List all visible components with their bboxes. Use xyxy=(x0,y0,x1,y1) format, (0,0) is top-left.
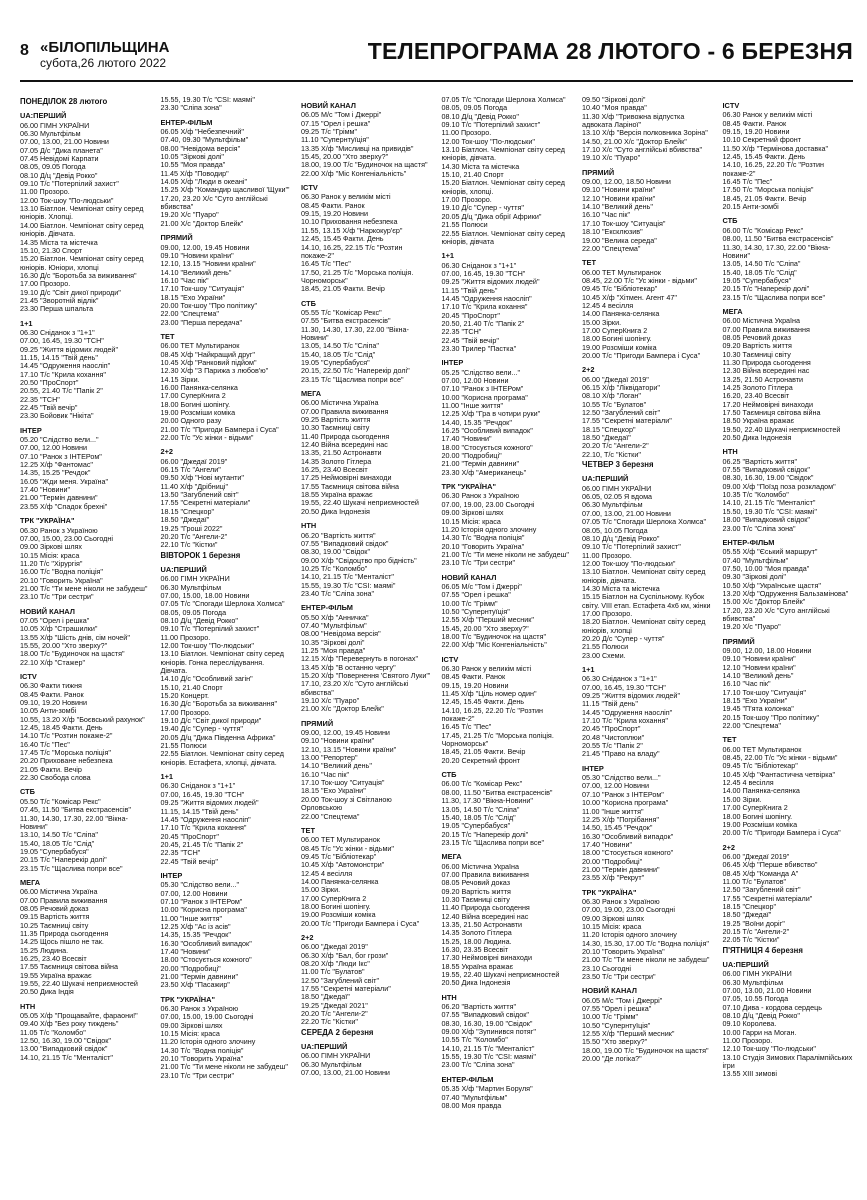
program-listing: 06.20 "Вартість життя" 07.55 "Випадковий свідок" 08.30, 19.00 "Свідок" 09.00 Х/ф "Свідоцтво про бідність" 10.25 Т/с "Коломбо" 14.10, 21.15 Т/с "Менталіст" 15.55, 19.30 Т/с "CSI: маямі" 23.40 Т/с "Сліпа зона" xyxy=(301,530,417,598)
schedule-column xyxy=(161,96,292,1188)
program-listing: 06.30 Сніданок з "1+1" 07.00, 16.45, 19.30 "ТСН" 09.25 "Життя відомих людей" 11.15, 14.15 "Твій день" 14.45 "Одруження наосліп" 17.10 Т/с "Крила кохання" 20.45 "ПроСпорт" 20.45, 21.45 Т/с "Папік 2" 22.35 "ТСН" 22.45 "Твій вечір" xyxy=(160,781,259,866)
channel-name: ТРК "УКРАЇНА" xyxy=(20,516,75,526)
schedule-column xyxy=(442,96,573,1188)
channel-name: СТБ xyxy=(441,770,457,780)
program-listing: 06.00 ГІМН УКРАЇНИ 06.05, 02.05 Я вдома 06.30 Мультфільм 07.00, 13.00, 21.00 Новини 07.05 Т/с "Спогади Шерлока Холмса" 08.05, 10.05 Погода 08.10 Д/ц "Девід Рокко" 09.10 Т/с "Потерпілий захист" 11.00 Прозоро. 12.00 Ток-шоу "По-людськи" 13.10 Біатлон. Чемпіонат світу серед юніорів, дівчата. 14.30 Міста та містечка 15.15 Біатлон на Суспільному. Кубок світу. VIII етап. Естафета 4х6 км, жінки 17.00 Прозоро. 18.20 Біатлон. Чемпіонат світу серед юніорів, хлопці 20.20 Д/с "Супер - чуття" 21.55 Полюси 23.00 Схеми. xyxy=(582,483,711,660)
channel-name: 2+2 xyxy=(160,447,174,457)
program-listing: 06.00 ТЕТ Мультиранок 08.45, 22.00 Т/с "Ус жінки - відьми" 09.45 Т/с "Бібліотекар" 10.45 Х/ф "Фантастична четвірка" 12.45 4 весілля 14.00 Панянка-селянка 15.00 Зірки. 17.00 СуперКнига 2 18.00 Богині шопінгу. 19.00 Розсміши коміка 20.00 Т/с "Пригоди Бампера і Суса" xyxy=(722,744,841,838)
program-listing: 06.00 ТЕТ Мультиранок 08.45 Т/с "Ус жінки - відьми" 09.45 Т/с "Бібліотекар" 10.45 Х/ф "Автомонстри" 12.45 4 весілля 14.00 Панянка-селянка 15.00 Зірки. 17.00 СуперКнига 2 18.00 Богині шопінгу. 19.00 Розсміши коміка 20.00 Т/с "Пригоди Бампера і Суса" xyxy=(301,835,420,928)
program-listing: 06.00 Містична Україна 07.00 Правила виживання 08.05 Речовий доказ 09.20 Вартість життя 10.30 Таємниці світу 11.40 Природа сьогодення 12.40 Війна всередині нас 13.35, 21.50 Астронавти 14.35 Золото Гітлера 15.25, 18.00 Людина. 16.30, 23.35 Всесвіт 17.30 Неймовірні винаходи 18.55 Україна вражає 19.55, 22.40 Шукачі неприємностей 20.50 Дика Індонезія xyxy=(441,861,560,988)
channel-name: МЕГА xyxy=(441,852,462,862)
channel-name: ЕНТЕР-ФІЛЬМ xyxy=(722,537,775,547)
publication-date: субота,26 лютого 2022 xyxy=(40,56,167,70)
program-listing: 06.00 "Джедаї 2019" 06.45 Х/ф "Перше вбивство" 08.45 Х/ф "Команда А" 11.00 Т/с "Булатов" 12.50 "Загублений світ" 17.55 "Секретні матеріали" 18.15 "Спецкор" 18.50 "Джедаї" 19.25 "Воїни доріг" 20.15 Т/с "Ангели-2" 22.05 Т/с "Кістки" xyxy=(722,851,818,945)
program-listing: 06.00 ГІМН УКРАЇНИ 06.30 Мультфільм 07.00, 13.00, 21.00 Новини 07.05, 10.55 Погода 07.10 Дива - кордова сердець 08.10 Д/ц "Девід Рокко" 09.10 Королева. 10.00 Гарри на Моган. 11.00 Прозоро. 12.10 Ток-шоу "По-людськи" 13.10 Студія Зимових Паралімпійських ігри 13.55 XIII зимові xyxy=(722,969,853,1079)
program-listing: 06.00 ГІМН УКРАЇНИ 06.30 Мультфільм 07.00, 15.00, 18.00 Новини 07.05 Т/с "Спогади Шерлока Холмса" 08.05, 09.05 Погода 08.10 Д/ц "Девід Рокко" 09.10 Т/с "Потерпілий захист" 11.00 Прозоро. 12.00 Ток-шоу "По-людськи" 13.10 Біатлон. Чемпіонат світу серед юніорів. Гонка переслідування. Дівчата. 14.10 Д/с "Особливий загін" 15.10, 21.40 Спорт 15.20 Концерт. 16.30 Д/с "Боротьба за виживання" 17.00 Прозоро. 19.10 Д/с "Світ дикої природи" 19.40 Д/с "Супер - чуття" 20.05 Д/ц "Дика Південна Африка" 21.55 Полюси 22.55 Біатлон. Чемпіонат світу серед юніорів. Естафета, хлопці, дівчата. xyxy=(160,574,285,767)
channel-name: ПРЯМИЙ xyxy=(722,636,755,646)
schedule-column xyxy=(301,96,432,1188)
program-listing: 05.55 Т/с "Комісар Рекс" 07.55 "Битва екстрасенсів" 11.30, 14.30, 17.30, 22.00 "Вікна-Новини" 13.05, 14.50 Т/с "Сліпа" 15.40, 18.05 Т/с "Слід" 19.05 "Супербабуся" 20.15, 22.50 Т/с "Наперекір долі" 23.15 Т/с "Щаслива попри все" xyxy=(301,307,410,384)
tv-schedule-columns xyxy=(20,96,853,1188)
channel-name: ІНТЕР xyxy=(582,763,604,773)
program-listing: 05.30 "Слідство вели..." 07.00, 12.00 Новини 07.10 "Ранок з ІНТЕРом" 10.00 "Корисна програма" 11.00 "Інше життя" 12.25 Х/ф "Ас із асів" 14.35, 15.35 "Речдок" 16.30 "Особливий випадок" 17.40 "Новини" 18.00 "Стосується кожного" 20.00 "Подробиці" 21.00 "Термін давнини" 23.50 Х/ф "Пасажир" xyxy=(160,880,252,990)
program-listing: 09.00, 12.00, 19.45 Новини 09.10 "Новини країни" 12.10, 13.15 "Новини країни" 14.10 "Великий день" 16.10 "Час пік" 17.10 Ток-шоу "Ситуація" 18.15 "Ехо України" 20.00 Ток-шоу "Про політику" 22.00 "Спецтема" 23.00 "Перша передача" xyxy=(160,242,258,327)
channel-name: МЕГА xyxy=(20,877,41,887)
program-listing: 06.30 Ранок з Україною 07.00, 19.00, 23.00 Сьогодні 09.00 Зіркові шлях 10.15 Місія: краса 11.20 Історія одного злочину 14.30, 15.30, 17.00 Т/с "Водна поліція" 20.10 "Говорить Україна" 21.00 Т/с "Ти мене ніколи не забудеш" 23.10 Сьогодні 23.50 Т/с "Три сестри" xyxy=(582,896,710,982)
program-listing: 06.30 Ранок з Україною 07.00, 19.00, 23.00 Сьогодні 09.00 Зіркові шлях 10.15 Місія: краса 11.20 Історія одного злочину 14.30 Т/с "Водна поліція" 20.10 "Говорить Україна" 21.00 Т/с "Ти мене ніколи не забудеш" 23.10 Т/с "Три сестри" xyxy=(441,491,569,568)
program-listing: 07.05 Т/с "Спогади Шерлока Холмса" 08.05, 09.05 Погода 08.10 Д/ц "Девід Рокко" 09.10 Т/с "Потерпілий захист" 11.00 Прозоро. 12.00 Ток-шоу "По-людськи" 13.10 Біатлон. Чемпіонат світу серед юніорів, дівчата. 14.30 Міста та містечка 15.10, 21.40 Спорт 15.20 Біатлон. Чемпіонат світу серед юніорів, хлопці. 17.00 Прозоро. 19.10 Д/с "Супер - чуття" 20.05 Д/ц "Дика обрії Африки" 21.55 Полюси 22.55 Біатлон. Чемпіонат світу серед юніорів, дівчата xyxy=(441,95,566,246)
channel-name: НТН xyxy=(20,1001,36,1011)
channel-name: ТРК "УКРАЇНА" xyxy=(160,994,215,1004)
channel-name: UA:ПЕРШИЙ xyxy=(301,1042,348,1052)
program-listing: 06.05 М/с "Том і Джеррі" 07.55 "Орел і решка" 10.00 Т/с "Грімм" 10.50 "Супернтуїція" 12.55 Х/ф "Перший месник" 15.45, 20.00 "Хто зверху?" 18.00 Т/с "Будиночок на щастя" 22.00 Х/ф "Міс Конгеніальність" xyxy=(441,581,547,650)
channel-name: ЕНТЕР-ФІЛЬМ xyxy=(301,603,353,613)
channel-name: ПРЯМИЙ xyxy=(301,718,334,728)
program-listing: 06.30 Ранок у великім місті 08.45 Факти. Ранок 09.15, 19.20 Новини 11.45 Х/ф "Ціль номер один" 12.45, 15.45 Факти. День 14.10, 16.25, 22.20 Т/с "Розтин покаже-2" 16.45 Т/с "Пес" 17.45, 21.25 Т/с "Морська поліція. Чорноморськ" 18.45, 21.05 Факти. Вечір 20.20 Секретний фронт xyxy=(441,664,554,765)
program-listing: 05.50 Х/ф "Анничка" 07.40 "Мультфільм" 08.00 "Невідома версія" 10.35 "Зіркові долі" 11.25 "Моя правда" 12.15 Х/ф "Перевернуть в погонах" 13.45 Х/ф "В останню чергу" 15.20 Х/ф "Повернення 'Святого Луки'" 17.10, 23.20 Х/с "Суто англійські вбивства" 19.10 Х/с "Пуаро" 21.00 Х/с "Доктор Блейк" xyxy=(301,612,431,714)
channel-name: ICTV xyxy=(722,101,740,110)
program-listing: 05.50 Т/с "Комісар Рекс" 07.45, 11.50 "Битва екстрасенсів" 11.30, 14.30, 17.30, 22.00 "Вікна-Новини" 13.10, 14.50 Т/с "Сліпа" 15.40, 18.05 Т/с "Слід" 19.05 "Супербабуся" 20.15 Т/с "Наперекір долі" 23.15 Т/с "Щаслива попри все" xyxy=(20,796,131,873)
publication-name: «БІЛОПІЛЬЩИНА xyxy=(40,39,170,56)
program-listing: 06.00 "Джедаї 2019" 06.15 Т/с "Ангели" 09.50 Х/ф "Нові мутанти" 11.40 Х/ф "Дрібниці" 13.50 "Загублений світ" 17.55 "Секретні матеріали" 18.15 "Спецкор" 18.50 "Джедаї" 19.25 "Гроші 2022" 20.20 Т/с "Ангели-2" 22.10 Т/с "Кістки" xyxy=(160,456,251,550)
program-listing: 06.05 Х/ф "Небезпечний" 07.40, 09.30 "Мультфільм" 08.00 "Невідома версія" 10.05 "Зіркові долі" 10.55 "Моя правда" 11.45 Х/ф "Поводир" 14.05 Х/ф "Люди в океані" 15.25 Х/ф "Командир щасливої 'Щуки'" 17.20, 23.20 Х/с "Суто англійські вбивства" 19.20 Х/с "Пуаро" 21.00 Х/с "Доктор Блейк" xyxy=(160,127,290,228)
day-heading: ЧЕТВЕР 3 березня xyxy=(582,460,654,470)
day-heading: ВІВТОРОК 1 березня xyxy=(160,550,241,560)
channel-name: НТН xyxy=(301,521,317,531)
program-listing: 05.30 "Слідство вели..." 07.00, 12.00 Новини 07.10 "Ранок з ІНТЕРом" 10.00 "Корисна програма" 11.00 "Інше життя" 12.25 Х/ф "Погрібання" 14.50, 15.45 "Речдок" 16.30 "Особливий випадок" 17.40 "Новини" 18.00 "Стосується кожного" 20.00 "Подробиці" 21.00 "Термін давнини" 23.55 Х/ф "Рекрут" xyxy=(582,773,674,883)
channel-name: UA:ПЕРШИЙ xyxy=(160,564,207,574)
channel-name: UA:ПЕРШИЙ xyxy=(20,111,67,121)
channel-name: 2+2 xyxy=(722,842,736,852)
channel-name: ТЕТ xyxy=(722,735,737,745)
channel-name: ЕНТЕР-ФІЛЬМ xyxy=(160,117,213,127)
channel-name: ТЕТ xyxy=(301,825,315,835)
channel-name: ТЕТ xyxy=(582,258,596,268)
channel-name: 1+1 xyxy=(441,251,455,261)
program-listing: 06.00 Містична Україна 07.00 Правила виживання 08.05 Речовий доказ 09.15 Вартість життя 10.25 Таємниці світу 11.35 Природа сьогодення 14.25 Щось пішло не так. 15.25 Людина. 16.25, 23.40 Всесвіт 17.55 Таємниця світова війна 19.55 Україна вражає 19.55, 22.40 Шукачі неприємностей 20.50 Дика Індія xyxy=(20,887,138,997)
header-divider xyxy=(20,80,853,82)
channel-name: 2+2 xyxy=(301,932,314,942)
program-listing: 06.30 Ранок з Україною 07.00, 15.00, 19.00 Сьогодні 09.00 Зіркові шлях 10.15 Місія: краса 11.20 Історія одного злочину 14.30 Т/с "Водна поліція" 20.10 "Говорить Україна" 21.00 Т/с "Ти мене ніколи не забудеш" 23.10 Т/с "Три сестри" xyxy=(160,1004,288,1080)
program-listing: 05.25 "Слідство вели..." 07.00, 12.00 Новини 07.10 "Ранок з ІНТЕРом" 10.00 "Корисна програма" 11.00 "Інше життя" 12.25 Х/ф "Гра в чотири руки" 14.40, 15.35 "Речдок" 16.25 "Особливий випадок" 17.40 "Новини" 18.00 "Стосується кожного" 20.00 "Подробиці" 21.00 "Термін давнини" 23.30 Х/ф "Американець" xyxy=(441,367,541,477)
schedule-column xyxy=(582,96,713,1188)
program-listing: 06.00 ТЕТ Мультиранок 08.45 Х/ф "Найкращий друг" 10.45 Х/ф "Ранковий підйом" 12.30 Х/ф "З Парижа з любов'ю" 14.15 Зірки. 16.00 Панянка-селянка 17.00 СуперКнига 2 18.00 Богині шопінгу. 19.00 Розсміши коміка 20.00 Одного разу 21.00 Т/с "Пригоди Бампера і Суса" 22.00 Т/с "Ус жінки - відьми" xyxy=(160,341,279,443)
program-listing: 06.00 Т/с "Комісар Рекс" 08.00, 11.50 "Битва екстрасенсів" 11.30, 17.30 "Вікна-Новини" 13.05, 14.50 Т/с "Сліпа" 15.40, 18.05 Т/с "Слід" 19.05 "Супербабуся" 20.15 Т/с "Наперекір долі" 23.15 Т/с "Щаслива попри все" xyxy=(441,779,553,847)
page-title: ТЕЛЕПРОГРАМА 28 ЛЮТОГО - 6 БЕРЕЗНЯ xyxy=(367,38,853,64)
program-listing: 06.00 Містична Україна 07.00 Правила виживання 08.05 Речовий доказ 09.20 Вартість життя 10.30 Таємниці світу 11.30 Природа сьогодення 12.30 Війна всередині нас 13.25, 21.50 Астронавти 14.25 Золото Гітлера 16.20, 23.40 Всесвіт 17.20 Неймовірні винаходи 17.50 Таємниця світова війна 18.50 Україна вражає 19.50, 22.40 Шукачі неприємностей 20.50 Дика Індонезія xyxy=(722,316,841,443)
page-number: 8 xyxy=(20,42,29,59)
program-listing: 07.05 "Орел і решка" 10.05 Х/ф "Страшилки" 13.55 Х/ф "Шість днів, сім ночей" 15.55, 20.00 "Хто зверху?" 18.00 Т/с "Будиночок на щастя" 22.10 Х/ф "Стажер" xyxy=(20,615,130,667)
program-listing: 05.20 "Слідство вели..." 07.00, 12.00 Новини 07.10 "Ранок з ІНТЕРом" 12.25 Х/ф "Фантомас" 14.35, 15.25 "Речдок" 16.05 "Жди меня. Україна" 17.40 "Новини" 21.00 "Термін давнини" 23.55 Х/ф "Спадок брехні" xyxy=(20,435,109,511)
channel-name: НОВИЙ КАНАЛ xyxy=(441,572,497,582)
channel-name: UA:ПЕРШИЙ xyxy=(582,474,629,484)
program-listing: 06.30 Сніданок з "1+1" 07.00, 16.45, 19.30 "ТСН" 09.25 "Життя відомих людей" 11.15 "Твій день" 14.45 "Одруження наосліп" 17.10 Т/с "Крила кохання" 20.45 "ПроСпорт" 20.50, 21.40 Т/с "Папік 2" 22.35 "ТСН" 22.45 "Твій вечір" 23.30 Трилер "Пастка" xyxy=(441,260,540,353)
program-listing: 06.05 М/с "Том і Джеррі" 07.55 "Орел і решка" 10.00 Т/с "Грімм" 10.50 "Супернтуїція" 12.55 Х/ф "Перший месник" 15.50 "Хто зверху?" 18.00, 19.00 Т/с "Будиночок на щастя" 20.00 "Де логіка?" xyxy=(582,995,709,1064)
channel-name: 2+2 xyxy=(582,365,595,375)
day-heading: П'ЯТНИЦЯ 4 березня xyxy=(722,945,803,955)
program-listing: 06.00 "Джедаї 2019" 06.30 Х/ф "Бал, бог грози" 08.20 Х/ф "Люди Ікс" 11.00 Т/с "Булатов" 12.50 "Загублений світ" 17.55 "Секретні матеріали" 18.50 "Джедаї" 19.25 "Джедаї 2021" 20.20 Т/с "Ангели-2" 22.20 Т/с "Кістки" xyxy=(301,942,391,1027)
program-listing: 06.25 "Вартість життя" 07.55 "Випадковий свідок" 08.30, 16.30, 19.00 "Свідок" 09.00 Х/ф "Поїзд поза розкладом" 10.35 Т/с "Коломбо" 14.10, 21.15 Т/с "Менталіст" 15.50, 19.30 Т/с "CSI: маямі" 18.00 "Випадковий свідок" 23.00 Т/с "Сліпа зона" xyxy=(722,456,836,533)
program-listing: 09.00, 12.00, 19.45 Новини 09.10 "Новини країни" 12.10, 13.15 "Новини країни" 13.00 "Репортер" 14.10 "Великий день" 16.10 "Час пік" 17.10 Ток-шоу "Ситуація" 18.15 "Ехо України" 20.00 Ток-шоу зі Світланою Орловською 22.00 "Спецтема" xyxy=(301,728,397,821)
masthead xyxy=(20,38,853,78)
program-listing: 05.35 Х/ф "Мартин Боруля" 07.40 "Мультфільм" 08.00 Моя правда xyxy=(441,1084,533,1110)
channel-name: МЕГА xyxy=(722,306,743,316)
channel-name: ICTV xyxy=(441,654,459,664)
channel-name: НОВИЙ КАНАЛ xyxy=(301,101,356,110)
channel-name: ТРК "УКРАЇНА" xyxy=(582,887,637,897)
channel-name: НОВИЙ КАНАЛ xyxy=(582,986,637,996)
program-listing: 05.05 Х/ф "Прощавайте, фараони!" 09.40 Х/ф "Без року тиждень" 11.05 Т/с "Коломбо" 12.50, 16.30, 19.00 "Свідок" 13.00 "Випадковий свідок" 14.10, 21.15 Т/с "Менталіст" xyxy=(20,1011,138,1062)
channel-name: ІНТЕР xyxy=(160,870,183,880)
program-listing: 06.30 Ранок у великім місті 08.45 Факти. Ранок 09.15, 19.20 Новини 10.10 Секретний фронт 11.50 Х/ф "Термінова доставка" 12.45, 15.45 Факти. День 14.10, 16.25, 22.20 Т/с "Розтин покаже-2" 16.45 Т/с "Пес" 17.50 Т/с "Морська поліція" 18.45, 21.05 Факти. Вечір 20.15 Анти-зомбі xyxy=(722,110,829,212)
channel-name: ICTV xyxy=(301,183,318,193)
channel-name: 1+1 xyxy=(160,772,174,782)
schedule-column xyxy=(20,96,151,1188)
channel-name: НТН xyxy=(441,992,457,1002)
channel-name: ТРК "УКРАЇНА" xyxy=(441,482,496,492)
program-listing: 06.00 ГІМН УКРАЇНИ 06.30 Мультфільм 07.00, 13.00, 21.00 Новини xyxy=(301,1051,390,1078)
schedule-column xyxy=(723,96,854,1188)
program-listing: 06.00 Містична Україна 07.00 Правила виживання 09.25 Вартість життя 10.30 Таємниці світу 11.40 Природа сьогодення 12.40 Війна всередині нас 13.35, 21.50 Астронавти 14.35 Золото Гітлера 16.25, 23.40 Всесвіт 17.25 Неймовірні винаходи 17.55 Таємниця світова війна 18.55 Україна вражає 19.55, 22.40 Шукачі неприємностей 20.50 Дика Індонезія xyxy=(301,398,419,516)
program-listing: 06.00 ТЕТ Мультиранок 08.45, 22.00 Т/с "Ус жінки - відьми" 09.45 Т/с "Бібліотекар" 10.45 Х/ф "Хітмен. Агент 47" 12.45 4 весілля 14.00 Панянка-селянка 15.00 Зірки. 17.00 СуперКнига 2 18.00 Богині шопінгу. 19.00 Розсміши коміка 20.00 Т/с "Пригоди Бампера і Суса" xyxy=(582,267,701,360)
channel-name: ТЕТ xyxy=(160,331,175,341)
program-listing: 06.30 Сніданок з "1+1" 07.00, 16.45, 19.30 "ТСН" 09.25 "Життя відомих людей" 11.15, 14.15 "Твій день" 14.45 "Одруження наосліп" 17.10 Т/с "Крила кохання" 20.50 "ПроСпорт" 20.55, 21.40 Т/с "Папік 2" 22.35 "ТСН" 22.45 "Твій вечір" 23.30 Бойовик "Нікіта" xyxy=(20,327,118,421)
channel-name: ICTV xyxy=(20,672,37,681)
program-listing: 06.30 Сніданок з "1+1" 07.00, 16.45, 19.30 "ТСН" 09.25 "Життя відомих людей" 11.15 "Твій день" 14.45 "Одруження наосліп" 17.10 Т/с "Крила кохання" 20.45 "ПроСпорт" 20.48 "Чистоплюи" 20.55 Т/с "Папік 2" 21.45 "Право на владу" xyxy=(582,674,680,759)
program-listing: 06.00 "Джедаї 2019" 06.15 Х/ф "Ліквідатори" 08.10 Х/ф "Логан" 10.55 Т/с "Булатов" 12.50 "Загублений світ" 17.55 "Секретні матеріали" 18.15 "Спецкор" 18.50 "Джедаї" 20.20 Т/с "Ангели-2" 22.10, Т/с "Кістки" xyxy=(582,374,672,459)
program-listing: 06.30 Ранок з Україною 07.00, 15.00, 23.00 Сьогодні 09.00 Зіркові шлях 10.15 Місія: краса 11.20 Т/с "Хірургія" 16.00 Т/с "Водна поліція" 20.10 "Говорить Україна" 21.00 Т/с "Ти мене ніколи не забудеш" 23.10 Т/с "Три сестри" xyxy=(20,525,148,602)
program-listing: 09.00, 12.00, 18.00 Новини 09.10 "Новини країни" 12.10 "Новини країни" 14.10 "Великий день" 16.10 "Час пік" 17.10 Ток-шоу "Ситуація" 18.15 "Ехо України" 19.45 "П'ята колонка" 20.15 Ток-шоу "Про політику" 22.00 "Спецтема" xyxy=(722,645,820,731)
program-listing: 06.00 Т/с "Комісар Рекс" 08.00, 11.50 "Битва екстрасенсів" 11.30, 14.30, 17.30, 22.00 "Вікна-Новини" 13.05, 14.50 Т/с "Сліпа" 15.40, 18.05 Т/с "Слід" 19.05 "Супербабуся" 20.15 Т/с "Наперекір долі" 23.15 Т/с "Щаслива попри все" xyxy=(722,225,834,302)
channel-name: UA:ПЕРШИЙ xyxy=(722,960,769,969)
program-listing: 06.30 Факти тижня 08.45 Факти. Ранок 09.10, 19.20 Новини 10.05 Анти-зомбі 10.55, 13.20 Х/ф "Боєвський рахунок" 12.45, 18.45 Факти. День 14.10 Т/с "Розтин покаже-2" 16.40 Т/с "Пес" 17.45 Т/с "Морська поліція" 20.20 Приховане небезпека 21.05 Факти. Вечір 22.30 Свобода слова xyxy=(20,681,145,783)
channel-name: СТБ xyxy=(722,216,738,226)
channel-name: ЕНТЕР-ФІЛЬМ xyxy=(441,1074,494,1084)
channel-name: ПРЯМИЙ xyxy=(160,233,193,243)
program-listing: 06.00 ГІМН УКРАЇНИ 06.30 Мультфільм 07.00, 13.00, 21.00 Новини 07.05 Д/с "Дика планета" 07.45 Невідомі Карпати 08.05, 09.05 Погода 08.10 Д/ц "Девід Рокко" 09.10 Т/с "Потерпілий захист" 11.00 Прозоро. 12.00 Ток-шоу "По-людськи" 13.10 Біатлон. Чемпіонат світу серед юніорів. Хлопці. 14.00 Біатлон. Чемпіонат світу серед юніорів. Дівчата. 14.35 Міста та містечка 15.10, 21.30 Спорт 15.20 Біатлон. Чемпіонат світу серед юніорів. Юніори, хлопці 16.30 Д/с "Боротьба за виживання" 17.00 Прозоро. 19.10 Д/с "Світ дикої природи" 21.45 "Зворотній відлік" 23.30 Перша шпальта xyxy=(20,120,144,314)
program-listing: 09.00, 12.00, 18.50 Новини 09.10 "Новини країни" 12.10 "Новини країни" 14.10 "Великий день" 16.10 "Час пік" 17.10 Ток-шоу "Ситуація" 18.10 "Ексклюзив" 19.00 "Велика середа" 22.00 "Спецтема" xyxy=(582,177,671,253)
channel-name: НТН xyxy=(722,447,738,457)
program-listing: 06.30 Ранок у великім місті 08.45 Факти. Ранок 09.15, 19.20 Новини 10.10 Приховання небезпека 11.55, 13.15 Х/ф "Наркокур'єр" 12.45, 15.45 Факти. День 14.10, 16.25, 22.15 Т/с "Розтин покаже-2" 16.45 Т/с "Пес" 17.50, 21.25 Т/с "Морська поліція. Чорноморськ" 18.45, 21.05 Факти. Вечір xyxy=(301,192,414,294)
program-listing: 05.55 Х/ф "Єський маршрут" 07.40 "Мультфільм" 07.50, 10.00 "Моя правда" 09.30 "Зіркові долі" 10.50 Х/ф "Українське щастя" 13.20 Х/ф "Одруження Бальзамінова" 15.00 Х/с "Доктор Блейк" 17.20, 23.20 Х/с "Суто англійські вбивства" 19.20 Х/с "Пуаро" xyxy=(722,547,849,632)
program-listing: 09.50 "Зіркові долі" 10.40 "Моя правда" 11.30 Х/ф "Тривожна відпустка адвоката Ларіної" 13.10 Х/ф "Версія полковника Зоріна" 14.50, 21.00 Х/с "Доктор Блейк" 17.10 Х/с "Суто англійські вбивства" 19.10 Х/с "Пуаро" xyxy=(582,95,708,163)
day-heading: ПОНЕДІЛОК 28 лютого xyxy=(20,97,108,106)
program-listing: 15.55, 19.30 Т/с "CSI: маямі" 23.30 "Сліпа зона" xyxy=(160,95,255,113)
day-heading: СЕРЕДА 2 березня xyxy=(301,1027,374,1037)
channel-name: ІНТЕР xyxy=(20,425,42,435)
channel-name: СТБ xyxy=(301,298,316,308)
channel-name: 1+1 xyxy=(582,665,595,674)
program-listing: 06.05 М/с "Том і Джеррі" 07.15 "Орел і решка" 09.25 Т/с "Грімм" 11.10 "Супернтуїція" 13.35 Х/ф "Мисливці на привидів" 15.45, 20.00 "Хто зверху?" 18.00, 19.00 Т/с "Будиночок на щастя" 22.00 Х/ф "Міс Конгеніальність" xyxy=(301,110,428,178)
channel-name: НОВИЙ КАНАЛ xyxy=(20,606,75,616)
channel-name: МЕГА xyxy=(301,389,322,398)
program-listing: 06.20 "Вартість життя" 07.55 "Випадковий свідок" 08.30, 16.30, 19.00 "Свідок" 09.00 Х/ф "Зупинився потяг" 10.55 Т/с "Коломбо" 14.10, 21.15 Т/с "Менталіст" 15.55, 19.30 Т/с "CSI: маямі" 23.00 Т/с "Сліпа зона" xyxy=(441,1002,536,1070)
channel-name: 1+1 xyxy=(20,318,33,328)
channel-name: СТБ xyxy=(20,787,35,797)
channel-name: ПРЯМИЙ xyxy=(582,167,615,177)
channel-name: ІНТЕР xyxy=(441,358,464,368)
